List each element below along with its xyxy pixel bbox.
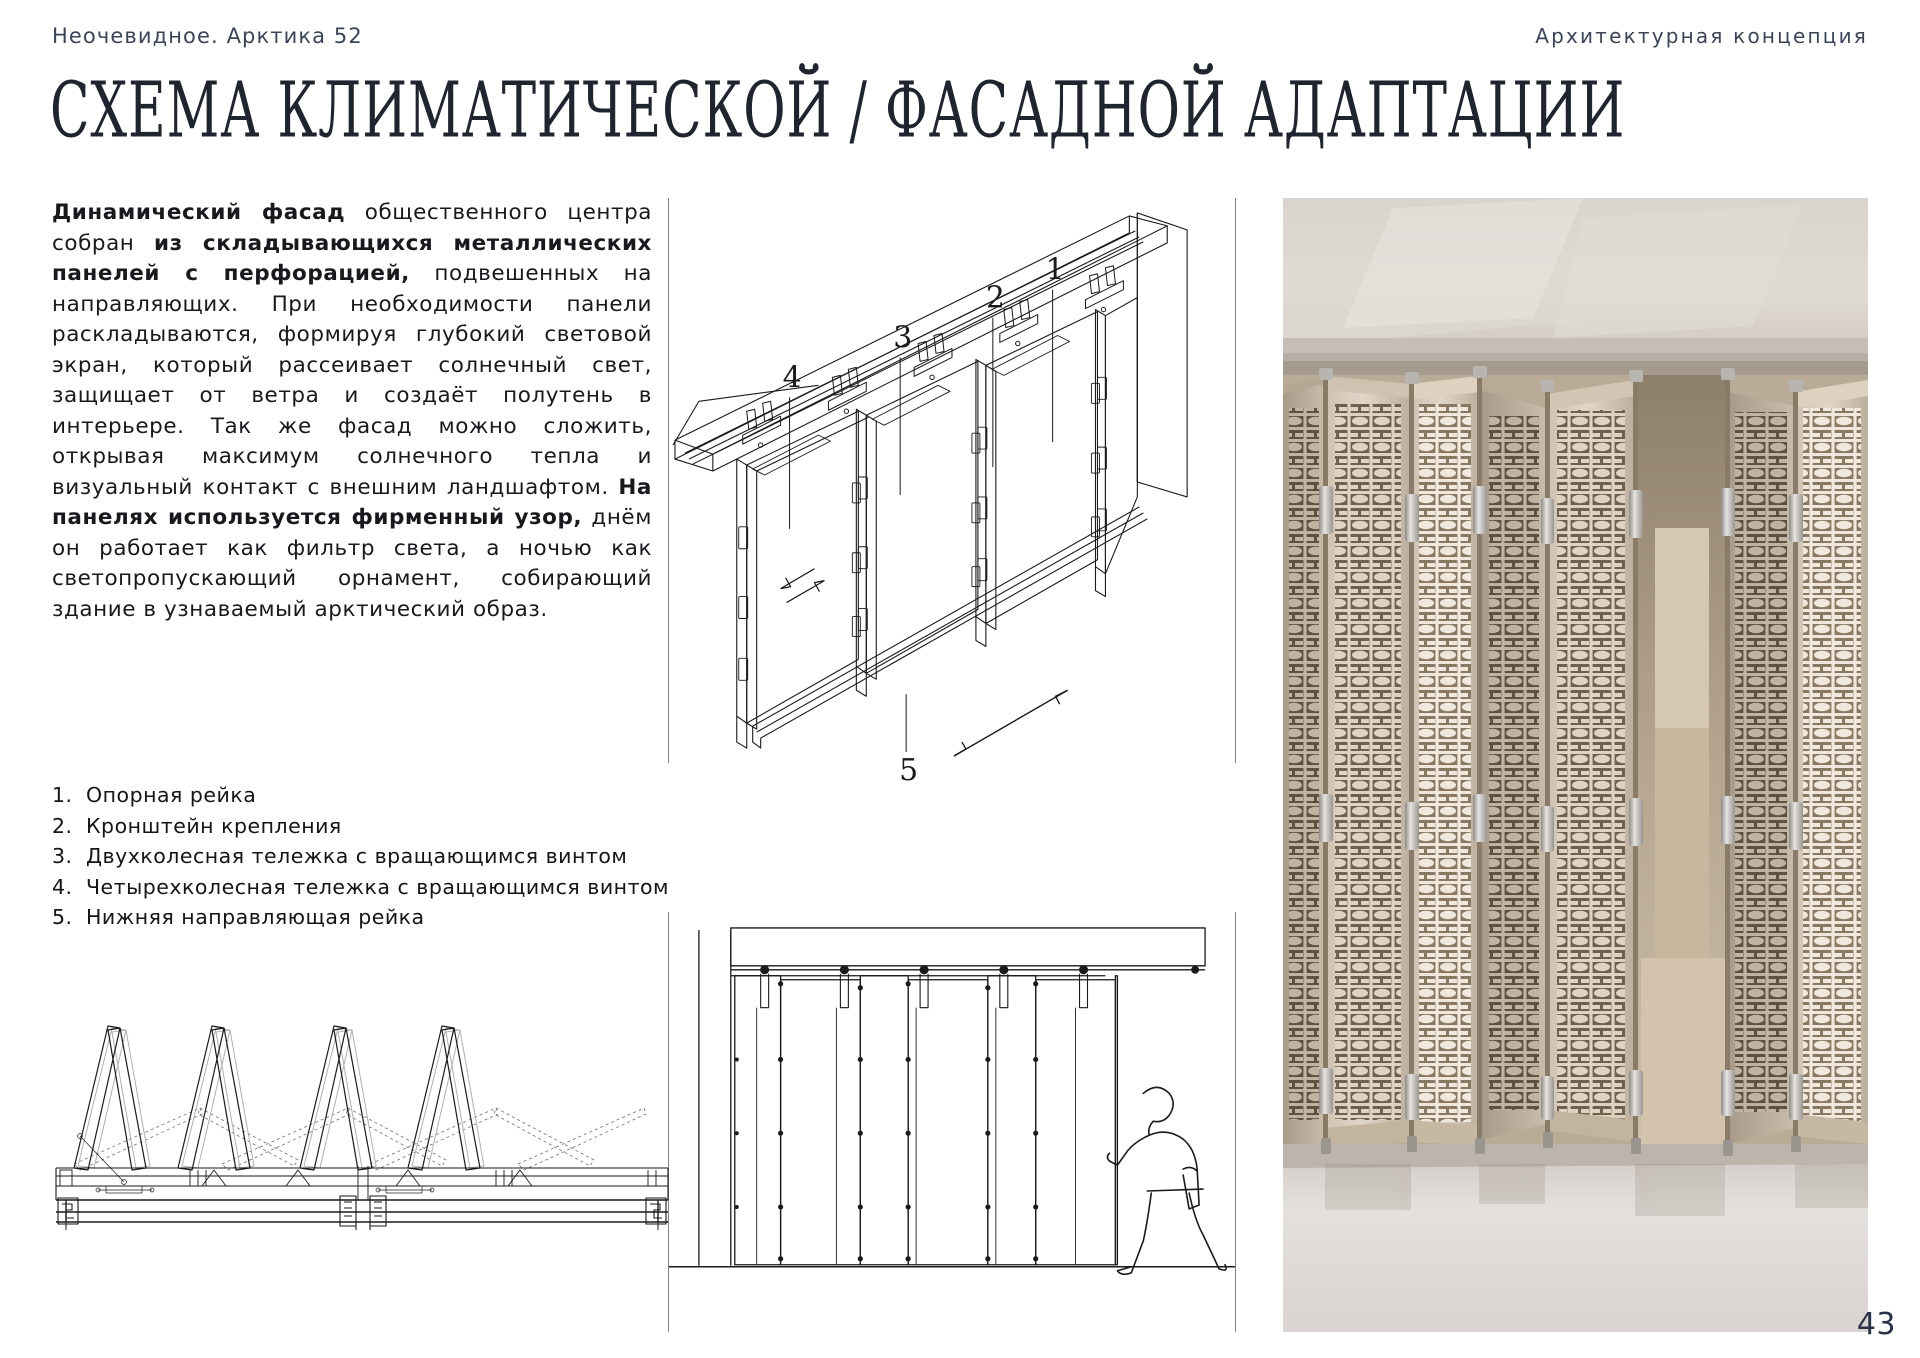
- page-title: СХЕМА КЛИМАТИЧЕСКОЙ / ФАСАДНОЙ АДАПТАЦИИ: [50, 65, 1626, 155]
- header-project-label: Неочевидное. Арктика 52: [52, 24, 363, 48]
- callout-3: 3: [893, 320, 913, 356]
- isometric-detail-drawing: [668, 198, 1236, 788]
- body-paragraph: [52, 198, 652, 625]
- header-section-label: Архитектурная концепция: [1535, 24, 1868, 48]
- list-item: [52, 872, 669, 903]
- legend-number: 3.: [52, 844, 73, 868]
- plan-folding-diagram: [52, 1000, 672, 1230]
- callout-4: 4: [782, 360, 802, 396]
- folding-screen-photograph: [1283, 198, 1868, 1332]
- body-lead-2: из складывающихся металлических панелей с перфорацией,: [52, 230, 652, 286]
- body-text-3: днём он работает как фильтр света, а ночью как светопропускающий орнамент, собирающий здание в узнаваемый арктический образ.: [52, 505, 652, 622]
- callout-1: 1: [1045, 252, 1065, 288]
- component-legend-list: [52, 780, 669, 933]
- legend-number: 1.: [52, 783, 73, 807]
- callout-2: 2: [985, 280, 1005, 316]
- body-text-1: общественного центра собран: [52, 200, 652, 256]
- body-text-2: подвешенных на направляющих. При необходимости панели раскладываются, формируя глубокий световой экран, который рассеивает солнечный свет, защищает от ветра и создаёт полутень в интерьере. Так же фасад можно сложить, открывая максимум солнечного тепла и визуальный контакт с внешним ландшафтом.: [52, 261, 652, 500]
- list-item: [52, 841, 669, 872]
- callout-5: 5: [899, 752, 919, 788]
- body-lead-1: Динамический фасад: [52, 200, 346, 225]
- elevation-drawing: [668, 912, 1236, 1332]
- body-lead-3: На панелях используется фирменный узор,: [52, 474, 652, 530]
- list-item: [52, 811, 669, 842]
- list-item: [52, 780, 669, 811]
- legend-label: Кронштейн крепления: [86, 813, 342, 838]
- legend-label: Четырехколесная тележка с вращающимся винтом: [86, 874, 670, 899]
- legend-label: Опорная рейка: [86, 783, 257, 807]
- legend-label: Нижняя направляющая рейка: [86, 905, 425, 929]
- page-number: 43: [1856, 1307, 1896, 1342]
- legend-number: 4.: [52, 874, 73, 899]
- legend-number: 5.: [52, 905, 73, 929]
- legend-label: Двухколесная тележка с вращающимся винтом: [86, 844, 628, 868]
- legend-number: 2.: [52, 813, 73, 838]
- list-item: [52, 902, 669, 933]
